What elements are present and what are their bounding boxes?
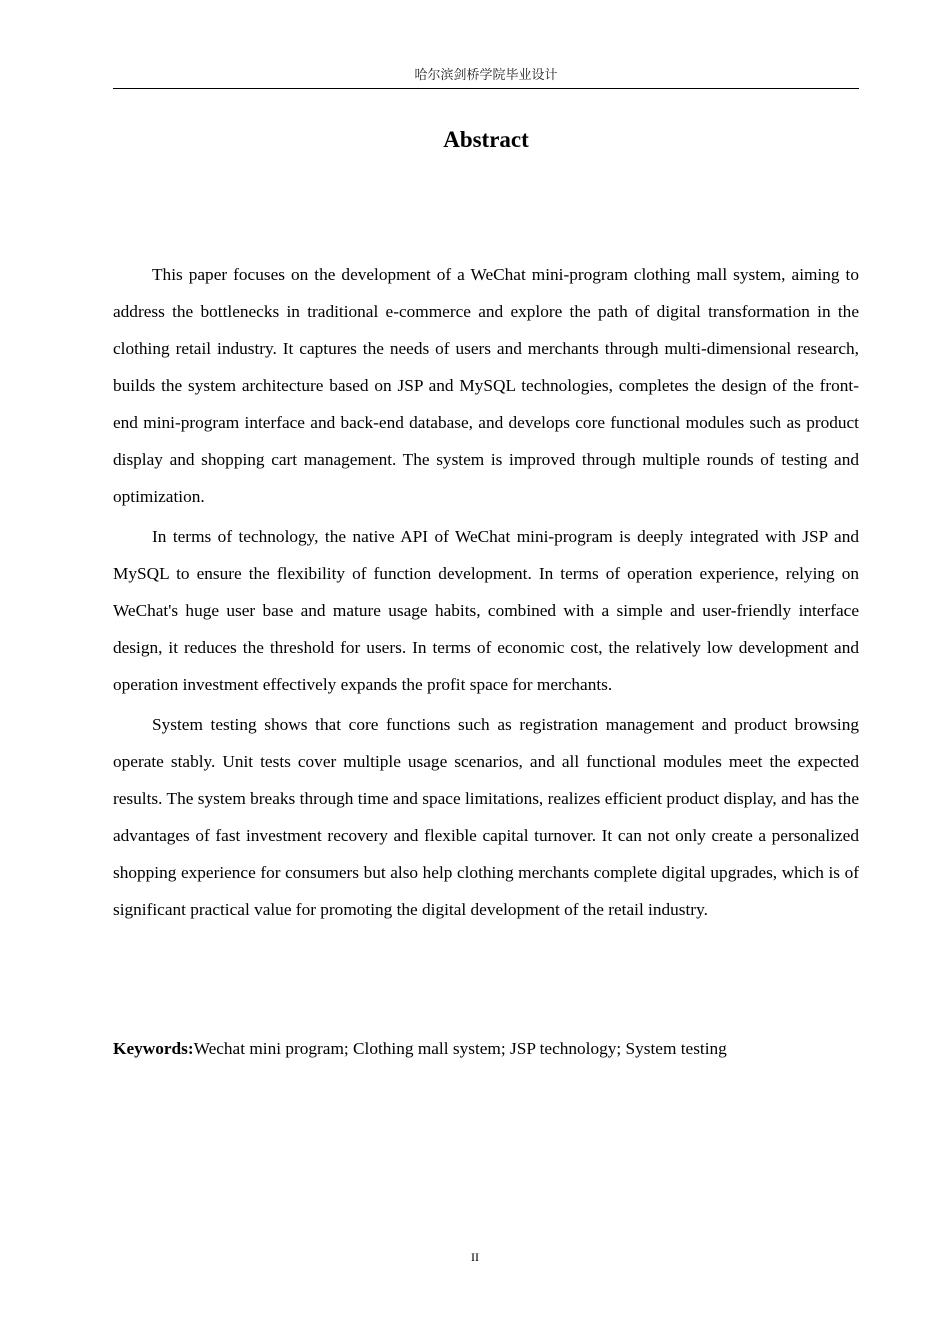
page-title: Abstract bbox=[443, 127, 529, 152]
keywords-line bbox=[113, 1034, 859, 1064]
page-header bbox=[113, 66, 859, 89]
abstract-paragraph-3: System testing shows that core functions such as registration management and product browsing operate stably. Unit tests cover multiple usage scenarios, and all functional modules meet the expected results. The system breaks through time and space limitations, realizes efficient product display, and has the advantages of fast investment recovery and flexible capital turnover. It can not only create a personalized shopping experience for consumers but also help clothing merchants complete digital upgrades, which is of significant practical value for promoting the digital development of the retail industry. bbox=[113, 715, 859, 919]
abstract-paragraph-2: In terms of technology, the native API of WeChat mini-program is deeply integrated with JSP and MySQL to ensure the flexibility of function development. In terms of operation experience, relying on WeChat's huge user base and mature usage habits, combined with a simple and user-friendly interface design, it reduces the threshold for users. In terms of economic cost, the relatively low development and operation investment effectively expands the profit space for merchants. bbox=[113, 527, 859, 694]
abstract-body bbox=[113, 256, 859, 931]
header-text: 哈尔滨剑桥学院毕业设计 bbox=[414, 68, 558, 83]
keywords-value: Wechat mini program; Clothing mall system; JSP technology; System testing bbox=[193, 1039, 727, 1058]
page-number: II bbox=[471, 1250, 479, 1264]
abstract-paragraph-1: This paper focuses on the development of a WeChat mini-program clothing mall system, aiming to address the bottlenecks in traditional e-commerce and explore the path of digital transformation in the clothing retail industry. It captures the needs of users and merchants through multi-dimensional research, builds the system architecture based on JSP and MySQL technologies, completes the design of the front-end mini-program interface and back-end database, and develops core functional modules such as product display and shopping cart management. The system is improved through multiple rounds of testing and optimization. bbox=[113, 265, 859, 506]
keywords-label: Keywords: bbox=[113, 1039, 194, 1058]
